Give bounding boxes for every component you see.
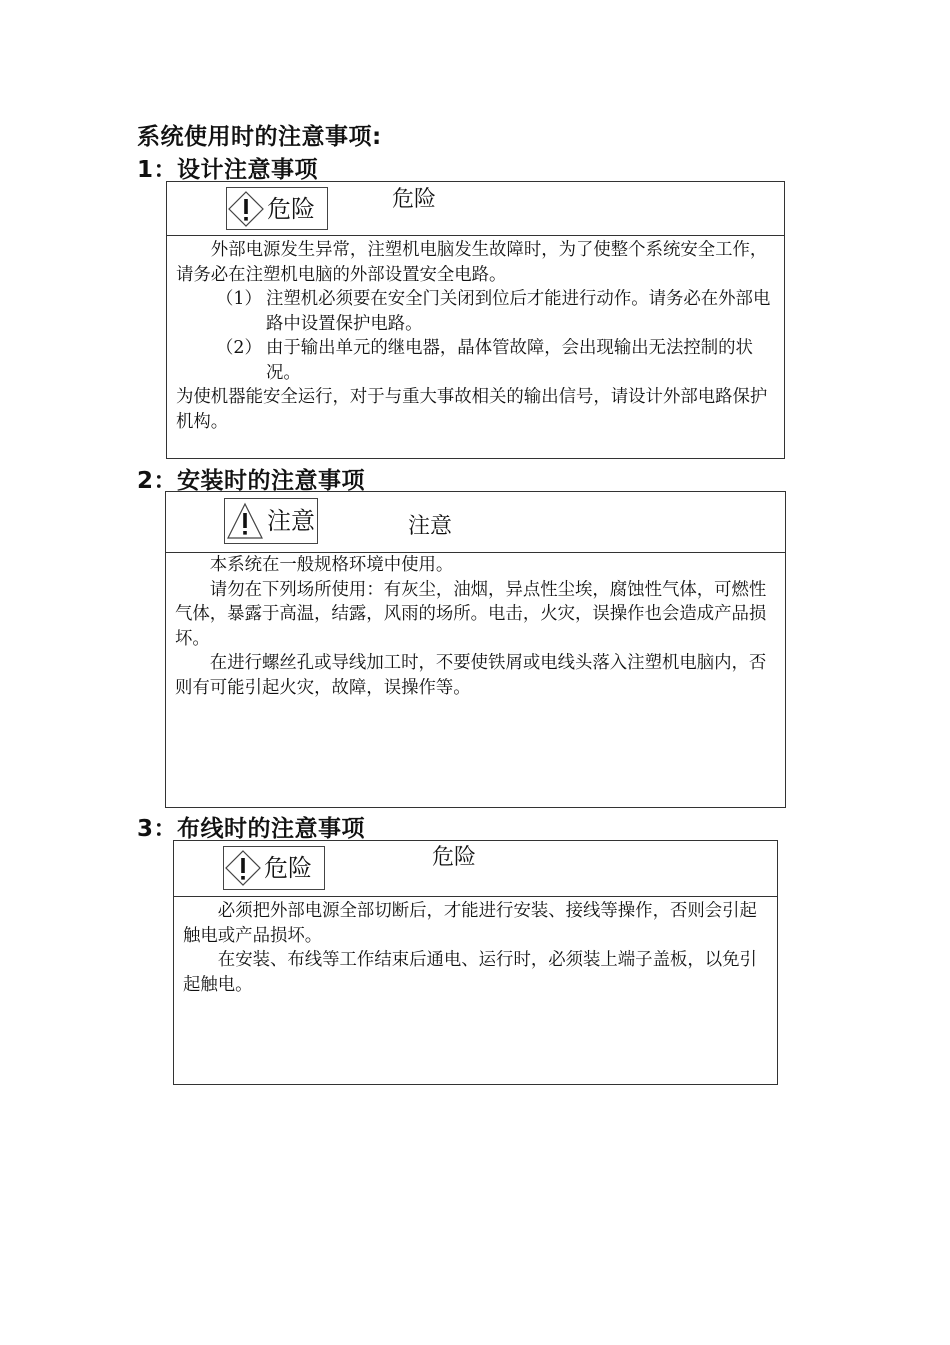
section-1-box-body — [167, 236, 784, 434]
section-1-item-text: 注塑机必须要在安全门关闭到位后才能进行动作。请务必在外部电路中设置保护电路。 — [266, 289, 771, 334]
section-2-heading: 2：安装时的注意事项 — [137, 468, 366, 494]
section-1-item — [176, 287, 776, 336]
section-3-danger-box — [173, 840, 778, 1085]
section-1-danger-badge — [226, 187, 328, 230]
section-1-badge-label: 危险 — [267, 194, 315, 223]
section-2-paragraph: 在进行螺丝孔或导线加工时，不要使铁屑或电线头落入注塑机电脑内，否则有可能引起火灾，故障，误操作等。 — [175, 653, 767, 698]
section-3-badge-label: 危险 — [264, 854, 312, 882]
section-1-heading: 1：设计注意事项 — [137, 157, 319, 183]
warning-diamond-icon — [224, 849, 262, 887]
section-3-paragraph: 必须把外部电源全部切断后，才能进行安装、接线等操作，否则会引起触电或产品损坏。 — [183, 901, 757, 946]
section-1-outro: 为使机器能安全运行，对于与重大事故相关的输出信号，请设计外部电路保护机构。 — [176, 387, 768, 432]
section-1-danger-box — [166, 181, 785, 459]
section-1-intro: 外部电源发生异常，注塑机电脑发生故障时，为了使整个系统安全工作，请务必在注塑机电脑的外部设置安全电路。 — [176, 240, 768, 285]
section-2-caution-badge — [224, 498, 318, 544]
section-1-box-label: 危险 — [392, 187, 437, 212]
document-title: 系统使用时的注意事项: — [137, 124, 382, 150]
warning-diamond-icon — [227, 190, 265, 228]
section-1-item-number: （1） — [216, 289, 262, 309]
section-2-caution-box — [165, 491, 786, 808]
section-2-box-header — [166, 492, 785, 553]
section-3-heading: 3：布线时的注意事项 — [137, 816, 366, 842]
section-2-box-body — [166, 553, 785, 700]
section-2-box-label: 注意 — [408, 514, 453, 539]
section-1-box-header — [167, 182, 784, 236]
section-3-box-header — [174, 841, 777, 897]
section-3-danger-badge — [223, 846, 325, 890]
section-1-item-number: （2） — [216, 338, 262, 358]
section-1-item — [176, 336, 776, 385]
section-3-box-body — [174, 897, 777, 997]
section-3-box-label: 危险 — [432, 845, 477, 870]
warning-triangle-icon — [225, 501, 265, 541]
section-2-badge-label: 注意 — [267, 507, 315, 535]
section-1-item-text: 由于输出单元的继电器，晶体管故障，会出现输出无法控制的状况。 — [266, 338, 753, 383]
section-3-paragraph: 在安装、布线等工作结束后通电、运行时，必须装上端子盖板，以免引起触电。 — [183, 950, 757, 995]
section-2-paragraph: 请勿在下列场所使用：有灰尘，油烟，异点性尘埃，腐蚀性气体，可燃性气体，暴露于高温，结露，风雨的场所。电击，火灾，误操作也会造成产品损坏。 — [175, 579, 767, 649]
section-2-paragraph: 本系统在一般规格环境中使用。 — [209, 555, 454, 575]
